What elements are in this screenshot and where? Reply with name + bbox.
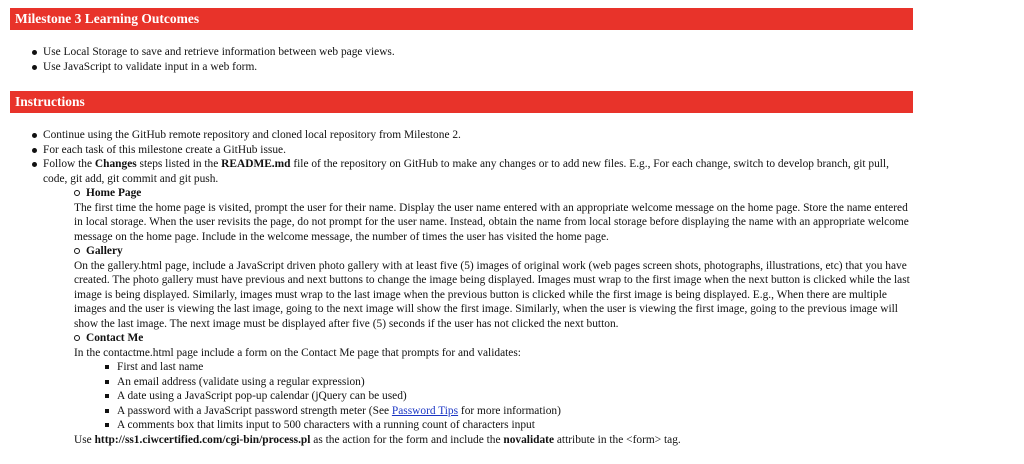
instructions-list: [32, 128, 912, 447]
outcomes-heading: Milestone 3 Learning Outcomes: [10, 8, 913, 30]
text: Follow the: [43, 158, 95, 170]
list-item: An email address (validate using a regular expression): [105, 375, 912, 390]
action-url: http://ss1.ciwcertified.com/cgi-bin/process.pl: [94, 433, 311, 446]
sub-list: [74, 186, 912, 447]
outcomes-list: [32, 45, 912, 74]
readme-label: README.md: [221, 158, 291, 170]
home-page-body: The first time the home page is visited, prompt the user for their name. Display the user name entered with an appropriate welcome message on the home page. Store the name entered in local storage. When the user revisits the page, do not prompt for the user name. Instead, obtain the name from local storage before displaying the name with an appropriate welcome message on the home page. Include in the welcome message, the number of times the user has visited the home page.: [74, 201, 909, 243]
text: Use: [74, 433, 95, 446]
home-page-title: Home Page: [86, 187, 142, 199]
gallery-item: [74, 244, 912, 331]
list-item: Use JavaScript to validate input in a web form.: [32, 60, 912, 75]
text: attribute in the <form> tag.: [554, 433, 681, 446]
list-item: Use Local Storage to save and retrieve information between web page views.: [32, 45, 912, 60]
list-item: [105, 404, 912, 419]
password-tips-link[interactable]: Password Tips: [391, 404, 459, 417]
form-fields-list: [105, 360, 912, 433]
text: steps listed in the: [136, 158, 222, 170]
text: file of the repository on GitHub to make any changes or to add new files. E.g., For each change, switch to develop branch, git pull, code, git add, git commit and git push.: [43, 158, 889, 185]
contact-me-item: [74, 331, 912, 447]
contact-me-title: Contact Me: [86, 332, 144, 344]
text: for more information): [458, 404, 561, 417]
text: A password with a JavaScript password strength meter (See: [117, 404, 392, 417]
gallery-body: On the gallery.html page, include a JavaScript driven photo gallery with at least five (5) images of original work (web pages screen shots, photographs, illustrations, etc) that you have created. The photo gallery must have previous and next buttons to change the image being displayed. Images must wrap to the first image when the next button is clicked while the last image is being displayed. Similarly, images must wrap to the last image when the previous button is clicked while the first image is being displayed. E.g., When there are multiple images and the user is viewing the last image, going to the next image will show the first image. Similarly, when the user is viewing the first image, going to the previous image will show the last image. The next image must be displayed after five (5) seconds if the user has not clicked the next button.: [74, 259, 910, 330]
list-item: For each task of this milestone create a GitHub issue.: [32, 143, 912, 158]
home-page-item: [74, 186, 912, 244]
form-action-note: [74, 433, 912, 448]
text: as the action for the form and include the: [310, 433, 504, 446]
gallery-title: Gallery: [86, 245, 123, 257]
list-item: Continue using the GitHub remote repository and cloned local repository from Milestone 2.: [32, 128, 912, 143]
instructions-heading: Instructions: [10, 91, 913, 113]
novalidate-label: novalidate: [503, 433, 555, 446]
list-item: A comments box that limits input to 500 characters with a running count of characters input: [105, 418, 912, 433]
list-item: A date using a JavaScript pop-up calendar (jQuery can be used): [105, 389, 912, 404]
changes-label: Changes: [94, 158, 137, 170]
contact-me-intro: In the contactme.html page include a form on the Contact Me page that prompts for and validates:: [74, 346, 521, 359]
list-item: First and last name: [105, 360, 912, 375]
list-item: [32, 157, 912, 447]
